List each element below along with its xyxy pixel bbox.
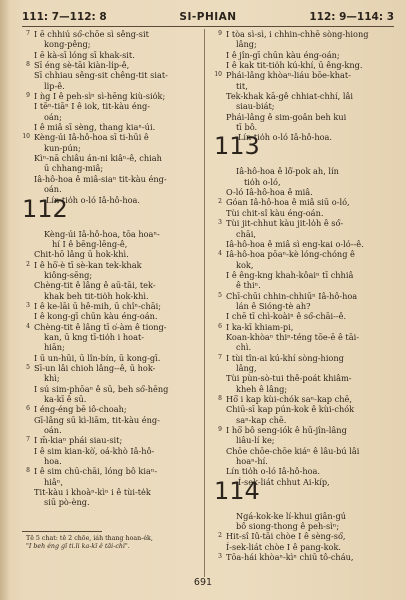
verse-line [214, 415, 386, 425]
verse-line [22, 301, 194, 311]
verse-line [22, 239, 194, 249]
verse-text: Hit-sî Iû-tāi chòe I ê sèng-só͘, [226, 531, 346, 542]
verse-line [214, 122, 386, 132]
verse-text: chāi, [236, 228, 256, 239]
verse-line [22, 435, 194, 445]
verse-line [22, 373, 194, 383]
verse-line [22, 101, 194, 111]
verse-line [214, 177, 386, 187]
psalm-number: 114 [214, 476, 260, 505]
verse-text: Chèng-tit ê lâng ê aū-tāi, tek- [34, 280, 156, 291]
verse-number: 2 [218, 198, 222, 206]
verse-text: I tòa sì-sì, i chhin-chhē sòng-hiong [226, 29, 369, 39]
verse-line [214, 456, 386, 466]
verse-text: I ê sim chū-chāi, lóng bô kiaⁿ- [34, 466, 158, 477]
verse-line [22, 332, 194, 342]
verse-number: 2 [218, 532, 222, 540]
verse-text: khì; [44, 373, 60, 384]
verse-line [214, 208, 386, 218]
verse-number: 4 [218, 250, 222, 258]
verse-text: Lín tio̍h o-ló Iâ-hô-hoa. [226, 466, 321, 477]
verse-text: Iâ-hô-hoa ê miâ-siaⁿ tit-kàu éng- [34, 173, 167, 184]
verse-number: 7 [26, 30, 30, 37]
verse-text: O-ló Iâ-hô-hoa ê miâ. [226, 187, 313, 198]
verse-line [22, 229, 194, 239]
verse-line [22, 477, 194, 487]
verse-line [214, 552, 386, 562]
verse-line [214, 60, 386, 70]
verse-text: I tùi tîn-ai kú-khí sòng-hiong [226, 352, 344, 363]
verse-text: I ka-kī khiam-pi, [226, 321, 294, 332]
verse-text: I hō͘ bô seng-iók ê hū-jîn-lâng [226, 425, 347, 436]
verse-line [22, 60, 194, 70]
verse-line [22, 270, 194, 280]
verse-text: siau-biát; [236, 101, 275, 112]
verse-number: 5 [218, 291, 222, 299]
verse-line [214, 404, 386, 414]
footnote [26, 535, 200, 551]
verse-number: 2 [26, 260, 30, 268]
verse-line [22, 163, 194, 173]
verse-text: hiâⁿ, [44, 476, 63, 487]
verse-line [214, 229, 386, 239]
header-right-reference: 112: 9—114: 3 [309, 11, 394, 23]
verse-text: I ê sim kian-kò͘, oá-khò Iâ-hô- [34, 445, 155, 456]
verse-number: 10 [22, 133, 30, 141]
verse-text: hí I ê bēng-lēng-ê, [52, 238, 128, 249]
verse-number: 6 [26, 405, 30, 413]
verse-text: kan, ū kng tī-tio̍h i hoat- [44, 331, 145, 342]
verse-text: Hō͘ i kap kùi-chók saⁿ-kap chē, [226, 394, 352, 404]
verse-line [214, 311, 386, 321]
verse-line [214, 197, 386, 207]
verse-line [214, 260, 386, 270]
verse-line [214, 39, 386, 49]
verse-line [214, 70, 386, 80]
verse-text: liâu-lí ke; [236, 435, 275, 446]
verse-text: Í-sek-liát chòe I ê pang-kok. [226, 541, 342, 552]
verse-number: 7 [218, 353, 222, 361]
verse-text: I ê kak tit-tio̍h kú-khí, ū êng-kng. [226, 60, 363, 71]
verse-line [214, 466, 386, 476]
verse-text: bô siong-thong ê peh-sìⁿ; [236, 521, 340, 532]
verse-text: I ū un-hūi, ū lîn-bín, ū kong-gī. [34, 352, 161, 363]
verse-line [22, 404, 194, 414]
verse-text: hiān; [44, 342, 65, 353]
verse-line [214, 291, 386, 301]
verse-number: 3 [218, 553, 222, 561]
verse-text: lâng, [236, 362, 257, 373]
verse-text: Iâ-hô-hoa ê lô͘-pok ah, lín [236, 166, 339, 177]
verse-text: I ē chhiú só͘-chōe sì sêng-sit [34, 29, 149, 39]
verse-text: I ê miâ sī sèng, thang kiaⁿ-úi. [34, 122, 156, 133]
verse-text: lâng; [236, 39, 257, 50]
verse-text: Lín tio̍h o-ló Iâ-hô-hoa. [238, 132, 333, 143]
verse-number: 8 [218, 395, 222, 402]
verse-line [22, 487, 194, 497]
verse-text: I éng-éng bē iô-choah; [34, 404, 127, 415]
verse-line [22, 353, 194, 363]
verse-line [214, 373, 386, 383]
verse-line [22, 122, 194, 132]
verse-text: Góan Iâ-hô-hoa ê miâ siū o-ló, [226, 197, 350, 208]
verse-line [214, 384, 386, 394]
verse-line [22, 384, 194, 394]
verse-text: Tùi pùn-sò-tui thê-poát khiâm- [226, 373, 352, 384]
verse-text: Tek-khak kā-gê chhiat-chhí, lâi [226, 91, 353, 102]
verse-line [214, 531, 386, 541]
verse-line [22, 39, 194, 49]
verse-line [214, 322, 386, 332]
verse-text: Kèng-úi Iâ-hô-hoa sī ti-hūi ê [34, 132, 149, 143]
verse-line [22, 70, 194, 80]
verse-line [22, 260, 194, 270]
verse-text: Iâ-hô-hoa ê miâ sì eng-kai o-ló--ê. [226, 238, 364, 249]
verse-line [22, 456, 194, 466]
verse-text: Sī chhiau sêng-sit chêng-tit siat- [34, 70, 168, 81]
verse-line [22, 363, 194, 373]
verse-text: Tit-kàu i khoàⁿ-kìⁿ i ê tùi-te̍k [34, 487, 151, 498]
verse-line [22, 415, 194, 425]
verse-text: oán. [44, 425, 62, 436]
verse-text: I ê hō͘-è tī sè-kan tek-khak [34, 259, 142, 270]
verse-line [22, 29, 194, 39]
verse-text: I tēⁿ-tiāⁿ I ê iok, tit-kàu éng- [34, 101, 151, 112]
verse-text: li̍p-ê. [44, 80, 65, 91]
verse-text: Tùi chit-sî kàu éng-oán. [226, 207, 324, 218]
verse-line [22, 91, 194, 101]
verse-text: I chē tī chì-koàiⁿ ê só͘-chāi--ê. [226, 311, 347, 322]
verse-text: I ê ke-lāi ū hê-mih, ū chîⁿ-chāi; [34, 300, 161, 311]
verse-text: Chōe chōe-chōe kiáⁿ ê lâu-bú lâi [226, 445, 360, 456]
verse-line [214, 81, 386, 91]
psalm-heading [214, 132, 386, 166]
verse-line [22, 153, 194, 163]
page-number: 691 [193, 577, 213, 588]
verse-text: Phái-lâng ê sim-goân beh kui [226, 111, 347, 122]
verse-number: 10 [214, 71, 222, 79]
verse-line [214, 280, 386, 290]
verse-text: Kèng-úi Iâ-hô-hoa, tōa hoaⁿ- [44, 228, 160, 239]
verse-text: Chiū-sī kap pún-kok ê kùi-chók [226, 404, 355, 415]
right-column [214, 29, 386, 579]
verse-line [214, 435, 386, 445]
verse-line [22, 342, 194, 352]
verse-text: Chit-hō lâng ū hok-khì. [34, 249, 129, 260]
verse-number: 9 [218, 426, 222, 434]
verse-line [22, 394, 194, 404]
verse-text: oán. [44, 184, 62, 195]
verse-text: tio̍h o-ló, [244, 176, 281, 187]
verse-text: Tōa-hái khòaⁿ-kìⁿ chiū tô-cháu, [226, 552, 354, 563]
verse-text: ū chhang-miâ; [44, 163, 104, 174]
verse-number: 9 [26, 92, 30, 100]
verse-line [214, 270, 386, 280]
verse-line [214, 542, 386, 552]
psalm-number: 113 [214, 132, 260, 161]
verse-text: hoa. [44, 456, 62, 467]
verse-line [214, 112, 386, 122]
verse-line [214, 50, 386, 60]
verse-text: Koan-khòaⁿ thiⁿ-téng tōe-ē ê tāi- [226, 331, 359, 342]
verse-text: I m̄-kiaⁿ phái siau-sit; [34, 435, 123, 446]
verse-number: 6 [218, 322, 222, 330]
verse-number: 5 [26, 363, 30, 371]
verse-text: Chèng-tit ê lâng tī o͘-àm ê tiong- [34, 321, 167, 332]
verse-number: 9 [218, 30, 222, 37]
verse-line [22, 446, 194, 456]
verse-text: kheh ê lâng; [236, 383, 288, 394]
header-book-title: SI-PHIAN [179, 11, 237, 23]
verse-text: oán; [44, 111, 62, 122]
verse-line [22, 132, 194, 142]
psalm-heading [22, 195, 194, 229]
left-column [22, 29, 194, 549]
verse-text: Kìⁿ-nā chiâu án-ni kiâⁿ-ê, chiah [34, 153, 162, 164]
column-divider [204, 29, 205, 577]
verse-line [214, 446, 386, 456]
verse-line [22, 322, 194, 332]
verse-text: khak beh tit-tio̍h hok-khì. [44, 290, 149, 301]
verse-text: Sī-un lâi chioh lâng--ê, ū hok- [34, 362, 156, 373]
verse-text: Chī-chūi chhin-chhiūⁿ Iâ-hô-hoa [226, 290, 358, 301]
verse-text: I ǹg I ê peh-sìⁿ sì-hēng kiù-sio̍k; [34, 91, 166, 102]
verse-text: siū pò-èng. [44, 497, 90, 508]
psalm-heading [214, 477, 386, 511]
verse-text: Phái-lâng khòaⁿ-liáu bōe-khat- [226, 70, 351, 81]
verse-text: Iâ-hô-hoa pōaⁿ-kè lóng-chóng ê [226, 249, 355, 260]
verse-line [22, 466, 194, 476]
verse-text: ê thiⁿ. [236, 280, 261, 291]
verse-text: Tùi jit-chhut kàu jit-lo̍h ê só͘- [226, 218, 344, 229]
verse-number: 8 [26, 467, 30, 475]
verse-line [214, 363, 386, 373]
verse-text: Ngá-kok-ke lí-khui giân-gú [236, 510, 346, 521]
verse-line [22, 280, 194, 290]
verse-text: kiông-sēng; [44, 269, 93, 280]
verse-line [22, 497, 194, 507]
verse-text: lán ê Sióng-tè ah? [236, 300, 311, 311]
verse-line [214, 91, 386, 101]
verse-line [22, 112, 194, 122]
verse-line [214, 101, 386, 111]
verse-text: Gī-lâng sū kì-liām, tit-kàu éng- [34, 414, 160, 425]
footnote-line: "I beh éng gī ti.li ka-kī ê tāi-chì". [26, 543, 130, 551]
verse-line [214, 187, 386, 197]
verse-number: 7 [26, 436, 30, 444]
verse-line [214, 394, 386, 404]
verse-line [214, 249, 386, 259]
page-spine-shadow [0, 0, 10, 600]
verse-text: I sú sim-phōaⁿ ê sū, beh só͘-hēng [34, 383, 169, 394]
verse-text: hoaⁿ-hí. [236, 456, 268, 467]
verse-text: I ē kà-sī lóng sī khak-sit. [34, 49, 135, 60]
verse-text: tī bô. [236, 122, 258, 133]
verse-line [214, 218, 386, 228]
verse-line [22, 50, 194, 60]
verse-line [214, 342, 386, 352]
verse-line [22, 143, 194, 153]
verse-text: Sī éng sè-tāi kiàn-li̍p-ê, [34, 60, 130, 71]
verse-text: tit, [236, 80, 248, 91]
verse-line [22, 311, 194, 321]
verse-line [214, 425, 386, 435]
verse-line [214, 301, 386, 311]
verse-number: 3 [218, 219, 222, 227]
verse-text: kong-pêng; [44, 39, 91, 50]
verse-line [214, 521, 386, 531]
verse-text: kun-pún; [44, 142, 81, 153]
verse-line [214, 239, 386, 249]
verse-text: I ê jîn-gī chūn kàu éng-oán; [226, 49, 340, 60]
verse-text: Í-sek-liát chhut Ai-kíp, [238, 476, 330, 487]
verse-line [214, 29, 386, 39]
verse-text: I ê kong-gī chūn kàu éng-oán. [34, 311, 158, 322]
footnote-line: Tē 5 chat: tē 2 chōe, iáh thang hoan-ék, [26, 535, 153, 542]
verse-text: chì. [236, 342, 252, 353]
verse-line [214, 332, 386, 342]
verse-number: 8 [26, 61, 30, 69]
verse-line [214, 511, 386, 521]
verse-number: 4 [26, 322, 30, 330]
verse-line [22, 291, 194, 301]
verse-line [22, 81, 194, 91]
verse-number: 3 [26, 301, 30, 309]
psalm-number: 112 [22, 194, 68, 223]
verse-line [22, 174, 194, 184]
footnote-rule [22, 531, 102, 532]
running-header [22, 8, 394, 27]
verse-text: kok, [236, 259, 254, 270]
verse-line [22, 249, 194, 259]
verse-text: ka-kī ê sū. [44, 394, 87, 404]
verse-line [214, 166, 386, 176]
verse-line [22, 425, 194, 435]
verse-line [22, 184, 194, 194]
header-left-reference: 111: 7—112: 8 [22, 11, 107, 23]
verse-text: Lín tio̍h o-ló Iâ-hô-hoa. [46, 194, 141, 205]
verse-text: I ê êng-kng khah-kôaiⁿ tī chhiâ [226, 269, 354, 280]
verse-line [214, 353, 386, 363]
verse-text: saⁿ-kap chē. [236, 414, 287, 425]
